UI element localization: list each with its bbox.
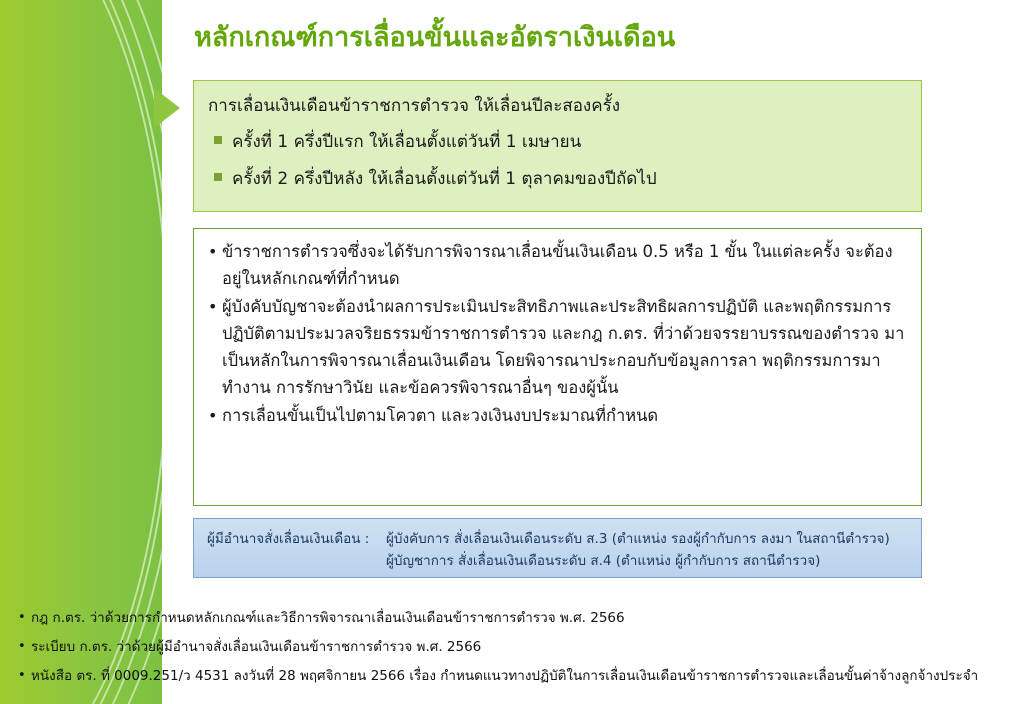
- green-info-box: [193, 80, 922, 212]
- footnote-2-text: ระเบียบ ก.ตร. ว่าด้วยผู้มีอำนาจสั่งเลื่อนเงินเดือนข้าราชการตำรวจ พ.ศ. 2566: [31, 638, 482, 655]
- footnote-1-text: กฎ ก.ตร. ว่าด้วยการกำหนดหลักเกณฑ์และวิธีการพิจารณาเลื่อนเงินเดือนข้าราชการตำรวจ พ.ศ. 2566: [31, 610, 625, 626]
- list-item: [208, 239, 907, 292]
- dot-bullet-icon: •: [18, 667, 26, 683]
- left-decorative-band: [0, 0, 162, 704]
- square-bullet-icon: [214, 136, 222, 144]
- dot-bullet-icon: •: [208, 297, 218, 317]
- dot-bullet-icon: •: [208, 242, 218, 261]
- square-bullet-icon: [214, 173, 222, 181]
- criteria-item-1-text: ข้าราชการตำรวจซึ่งจะได้รับการพิจารณาเลื่อนขั้นเงินเดือน 0.5 หรือ 1 ขั้น ในแต่ละครั้ง จะต้องอยู่ในหลักเกณฑ์ที่กำหนด: [222, 242, 893, 288]
- footnote-3-text: หนังสือ ตร. ที่ 0009.251/ว 4531 ลงวันที่ 28 พฤศจิกายน 2566 เรื่อง กำหนดแนวทางปฏิบัติในการเลื่อนเงินเดือนข้าราชการตำรวจและเลื่อนขั้นค่าจ้างลูกจ้างประจำ: [31, 667, 979, 684]
- green-box-bullet-2: [210, 165, 657, 192]
- green-box-heading: การเลื่อนเงินเดือนข้าราชการตำรวจ ให้เลื่อนปีละสองครั้ง: [208, 96, 621, 116]
- list-item: [208, 294, 907, 401]
- authority-box: [193, 518, 922, 578]
- footnote-list: [18, 608, 1013, 695]
- dot-bullet-icon: •: [18, 610, 26, 625]
- green-box-bullet-1-text: ครั้งที่ 1 ครึ่งปีแรก ให้เลื่อนตั้งแต่วันที่ 1 เมษายน: [232, 132, 582, 152]
- criteria-box: [193, 228, 922, 506]
- green-box-bullet-1: [210, 128, 581, 155]
- green-box-bullet-2-text: ครั้งที่ 2 ครึ่งปีหลัง ให้เลื่อนตั้งแต่วันที่ 1 ตุลาคมของปีถัดไป: [232, 169, 657, 189]
- page-title: หลักเกณฑ์การเลื่อนขั้นและอัตราเงินเดือน: [194, 22, 676, 53]
- dot-bullet-icon: •: [208, 406, 218, 426]
- pointer-arrow-icon: [154, 88, 180, 128]
- dot-bullet-icon: •: [18, 638, 26, 654]
- list-item: [208, 403, 907, 430]
- footnote-item: [18, 608, 1013, 629]
- footnote-item: [18, 637, 1013, 658]
- authority-label: ผู้มีอำนาจสั่งเลื่อนเงินเดือน :: [207, 531, 370, 547]
- criteria-item-2-text: ผู้บังคับบัญชาจะต้องนำผลการประเมินประสิทธิภาพและประสิทธิผลการปฏิบัติ และพฤติกรรมการปฏิบัติตามประมวลจริยธรรมข้าราชการตำรวจ และกฎ ก.ตร. ที่ว่าด้วยจรรยาบรรณของตำรวจ มาเป็นหลักในการพิจารณาเลื่อนเงินเดือน โดยพิจารณาประกอบกับข้อมูลการลา พฤติกรรมการมาทำงาน การรักษาวินัย และข้อควรพิจารณาอื่นๆ ของผู้นั้น: [222, 297, 905, 397]
- criteria-item-3-text: การเลื่อนขั้นเป็นไปตามโควตา และวงเงินงบประมาณที่กำหนด: [222, 406, 659, 426]
- swoosh-arc-4: [0, 0, 162, 704]
- authority-line-1: ผู้บังคับการ สั่งเลื่อนเงินเดือนระดับ ส.3 (ตำแหน่ง รองผู้กำกับการ ลงมา ในสถานีตำรวจ): [386, 531, 890, 547]
- footnote-item: [18, 666, 1013, 687]
- authority-line-2: ผู้บัญชาการ สั่งเลื่อนเงินเดือนระดับ ส.4 (ตำแหน่ง ผู้กำกับการ สถานีตำรวจ): [386, 553, 821, 569]
